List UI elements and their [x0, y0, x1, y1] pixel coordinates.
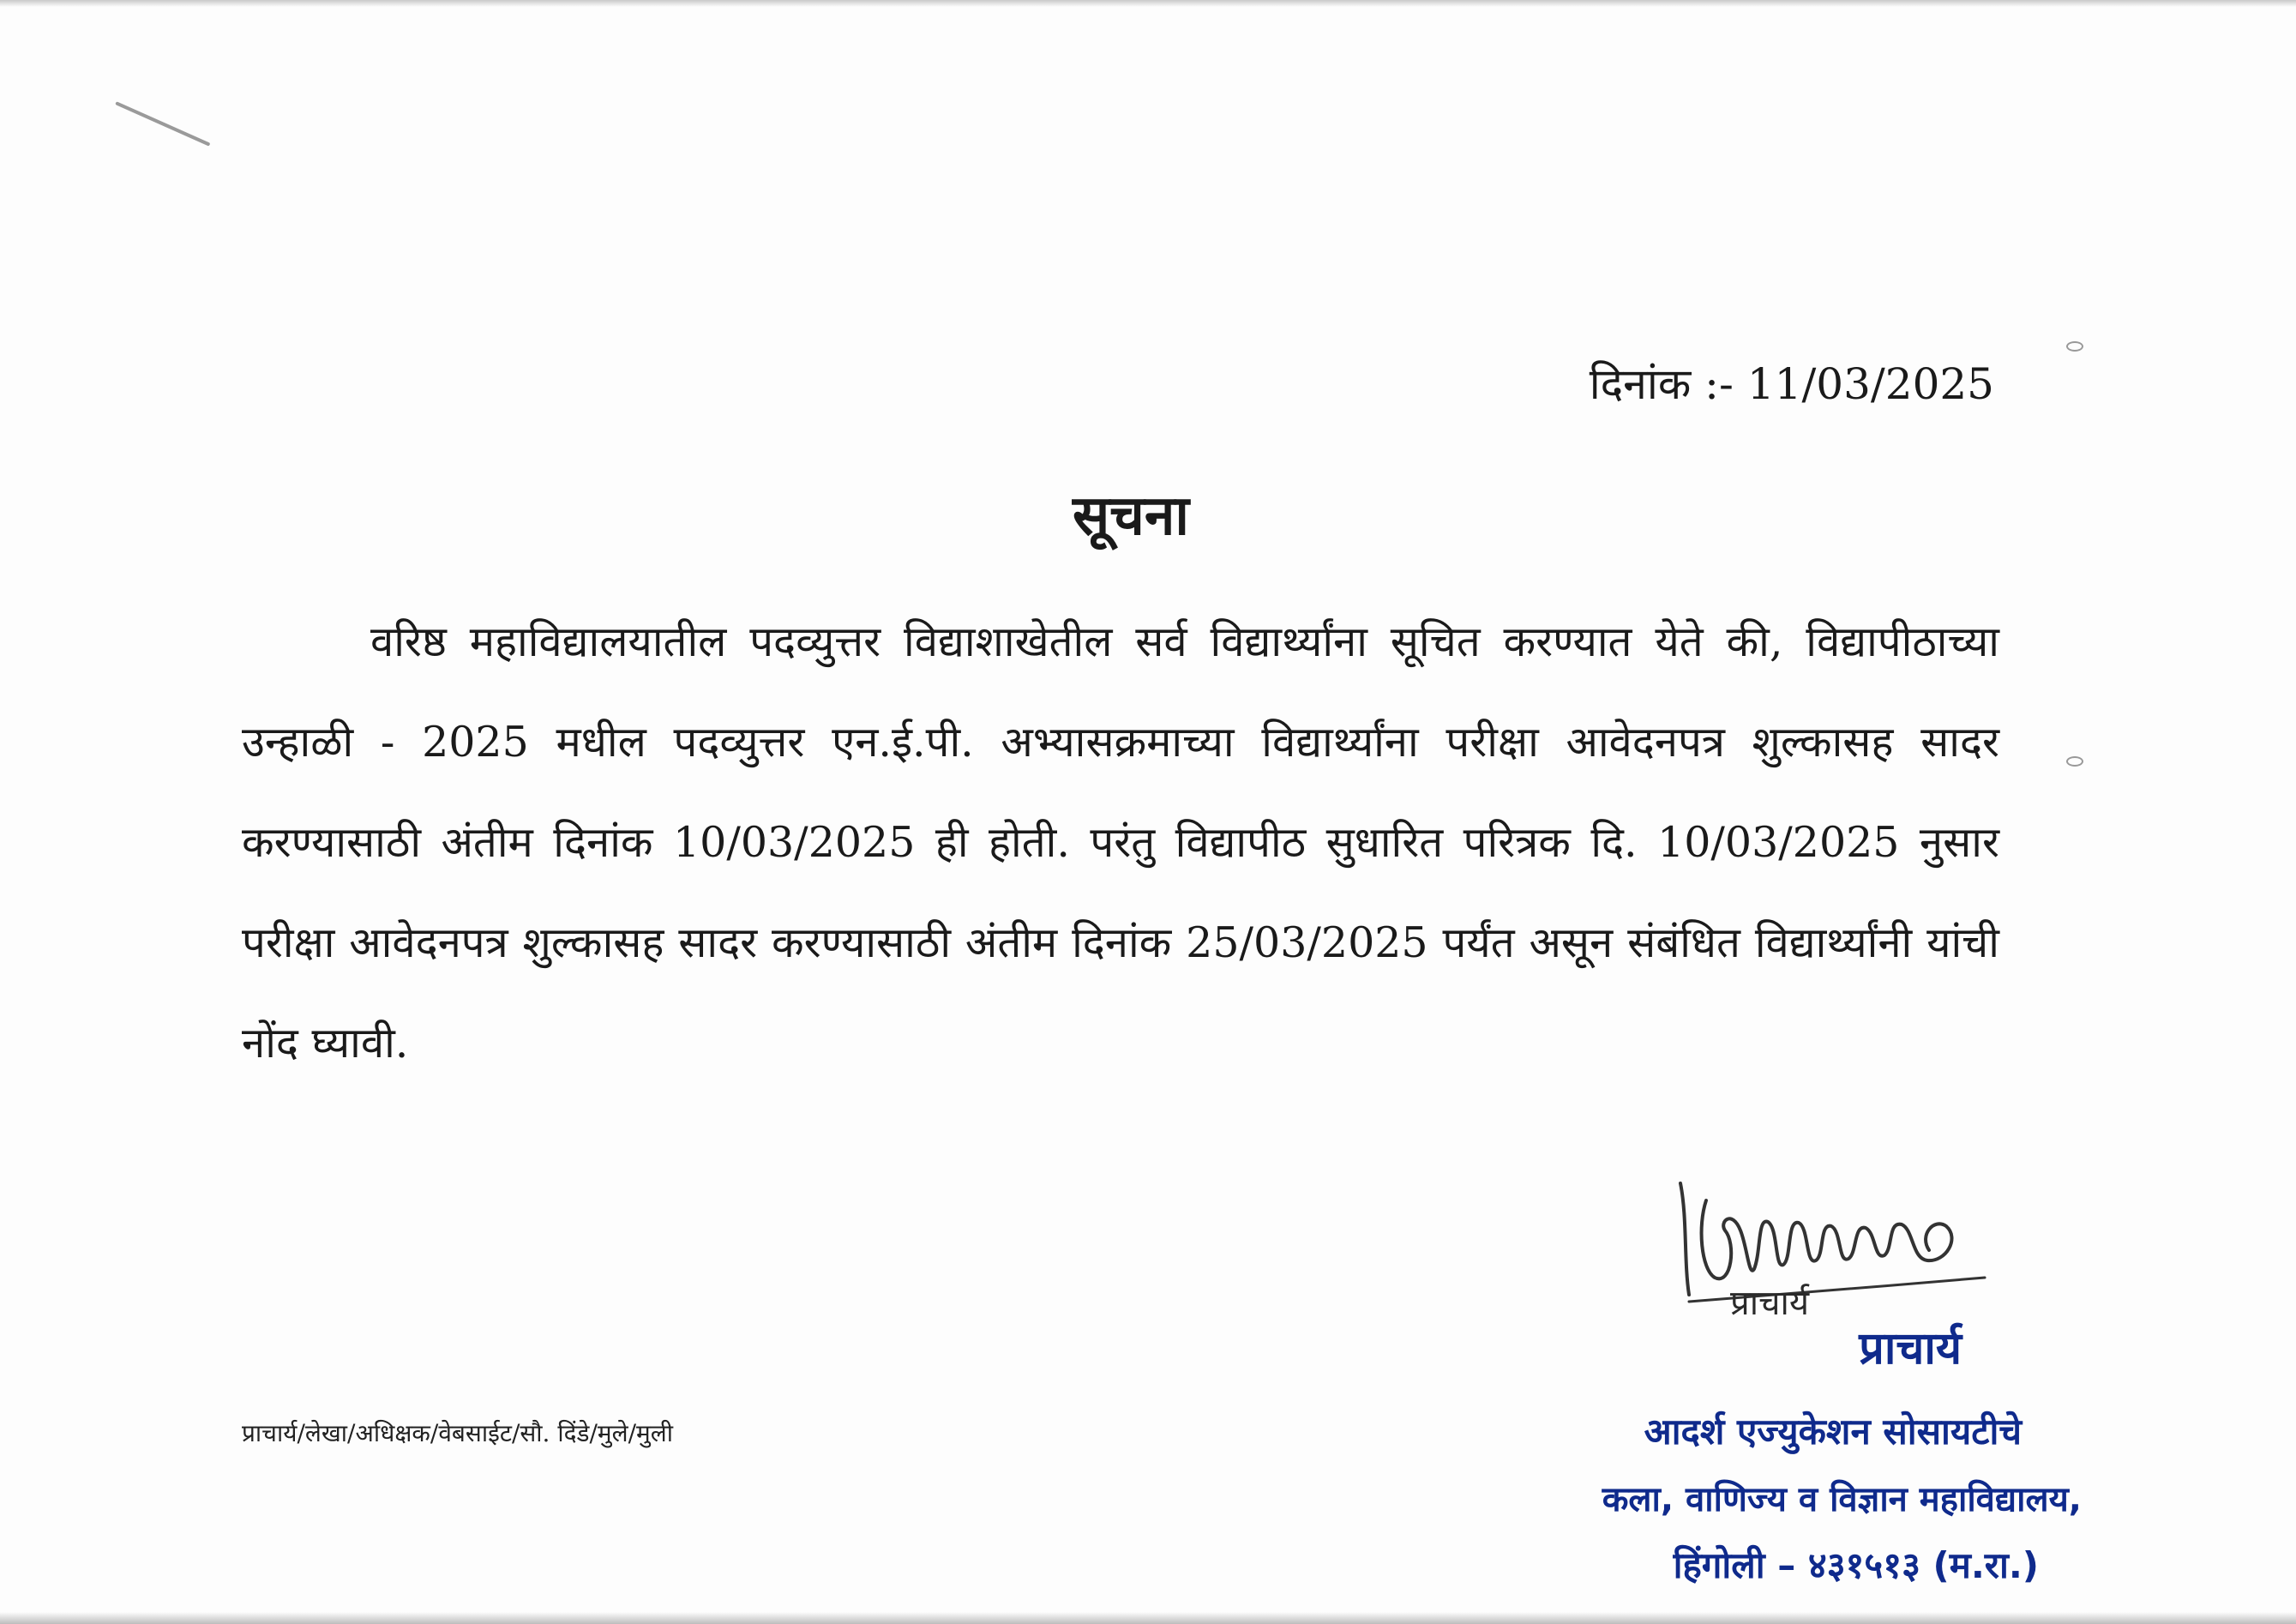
stamp-place: हिंगोली – ४३१५१३ (म.रा.): [1673, 1544, 2039, 1586]
stamp-college: कला, वाणिज्य व विज्ञान महाविद्यालय,: [1602, 1480, 2082, 1519]
paper-top-edge: [0, 0, 2296, 7]
college-stamp: [1602, 1316, 2082, 1589]
notice-date: दिनांक :- 11/03/2025: [1589, 359, 1994, 409]
paper-speck: [2066, 341, 2083, 352]
paper-bottom-edge: [0, 1612, 2296, 1624]
copy-distribution: प्राचार्य/लेखा/अधिक्षक/वेबसाईट/सौ. दिंडे/मुले/मुली: [242, 1419, 674, 1447]
notice-title: सूचना: [1073, 484, 1189, 548]
stamp-society: आदर्श एज्युकेशन सोसायटीचे: [1644, 1410, 2022, 1453]
signature-title: प्राचार्य: [1730, 1284, 1810, 1323]
principal-signature: [1672, 1149, 1998, 1312]
stamp-title: प्राचार्य: [1859, 1323, 1962, 1374]
notice-body: वरिष्ठ महाविद्यालयातील पदव्युत्तर विद्याशाखेतील सर्व विद्यार्थ्यांना सूचित करण्यात येते की, विद्यापीठाच्या उन्हाळी - 2025 मधील पदव्युत्तर एन.ई.पी. अभ्यासक्रमाच्या विद्यार्थ्यांना परीक्षा आवेदनपत्र शुल्कासह सादर करण्यासाठी अंतीम दिनांक 10/03/2025 ही होती. परंतु विद्यापीठ सुधारित परित्रक दि. 10/03/2025 नुसार परीक्षा आवेदनपत्र शुल्कासह सादर करण्यासाठी अंतीम दिनांक 25/03/2025 पर्यंत असून संबंधित विद्यार्थ्यांनी यांची नोंद घ्यावी.: [242, 617, 2000, 1068]
paper-speck: [2066, 756, 2083, 767]
paper-scratch-mark: [115, 101, 210, 146]
